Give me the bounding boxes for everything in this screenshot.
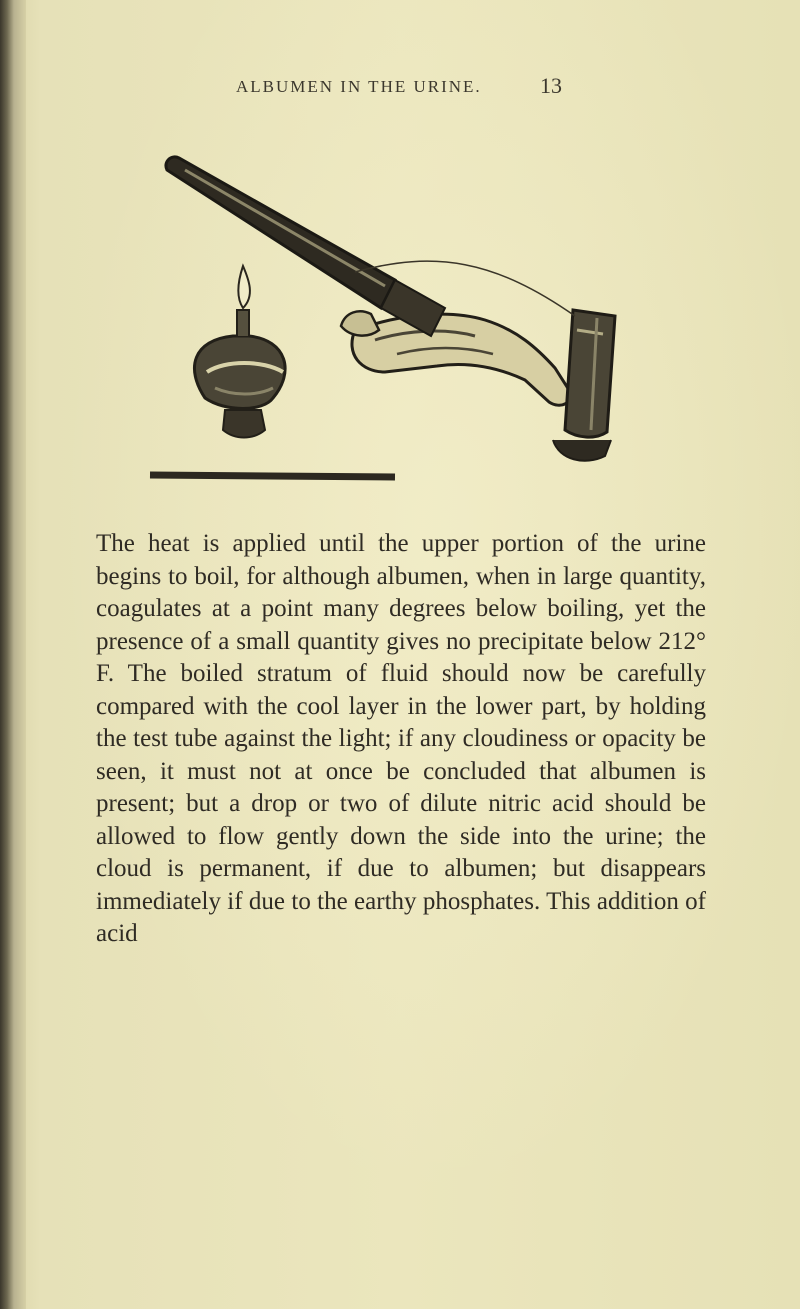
hand-holding-tube-icon [341,310,615,461]
page-number: 13 [540,73,562,98]
base-line [150,475,395,477]
test-tube-icon [166,157,575,336]
body-paragraph: The heat is applied until the upper portion of the urine begins to boil, for although albumen, when in large quantity, coagulates at a point many degrees below boiling, yet the presence of a small quantity gives no precipitate below 212° F. The boiled stratum of fluid should now be carefully compared with the cool layer in the lower part, by holding the test tube against the light; if any cloudiness or opacity be seen, it must not at once be concluded that albumen is present; but a drop or two of dilute nitric acid should be allowed to flow gently down the side into the urine; the cloud is permanent, if due to albumen; but disappears immediately if due to the earthy phosphates. This addition of acid [96,530,706,947]
spirit-lamp-icon [194,266,285,438]
running-head: ALBUMEN IN THE URINE. [236,77,482,96]
test-tube-heating-illustration [145,140,705,485]
page-gutter [0,0,26,1309]
